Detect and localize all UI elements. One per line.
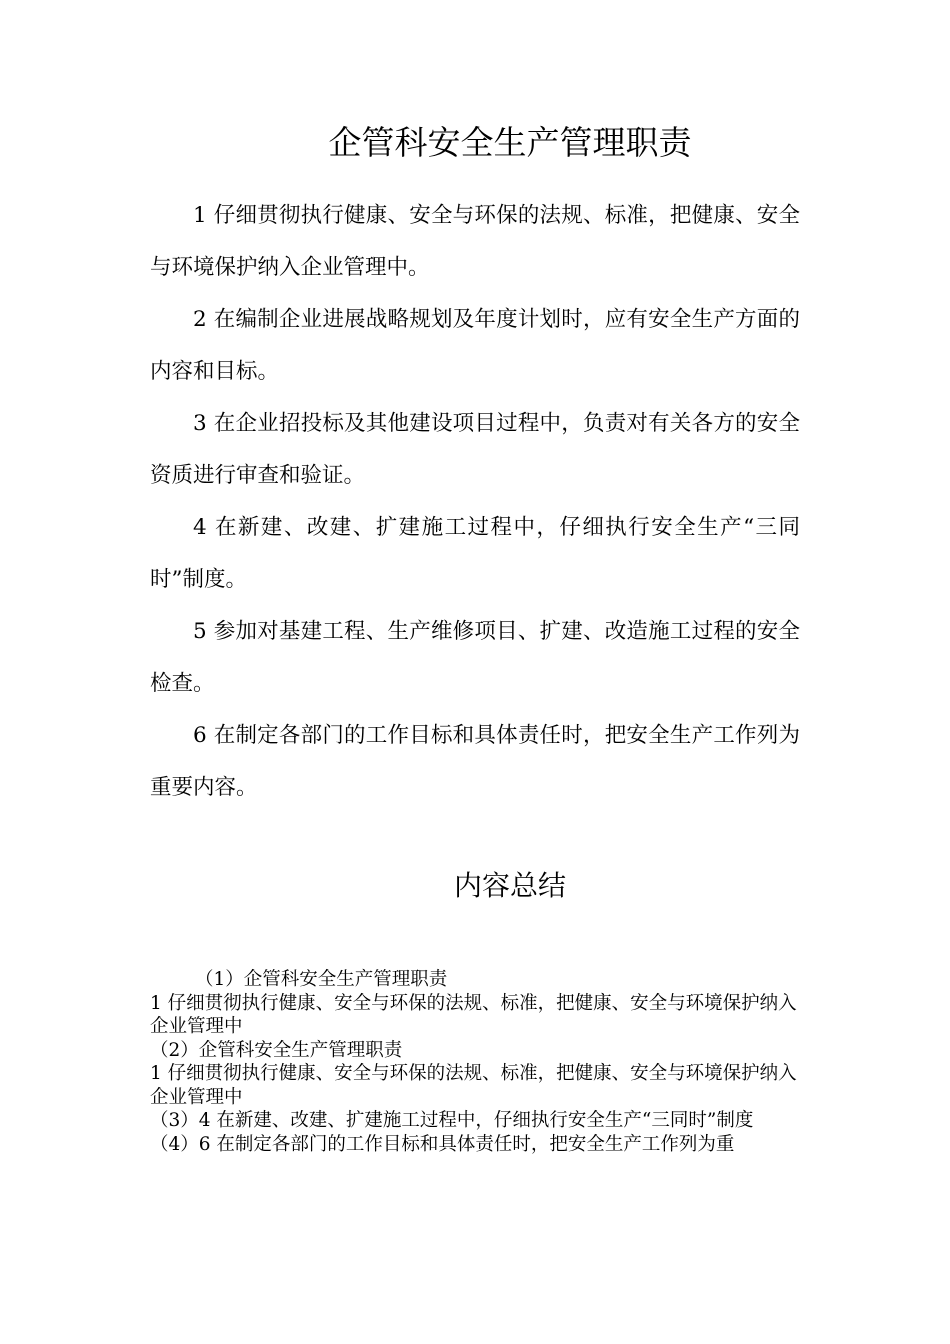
paragraph-1: 1 仔细贯彻执行健康、安全与环保的法规、标准，把健康、安全与环境保护纳入企业管理中。 xyxy=(150,203,800,280)
summary-line-4: 1 仔细贯彻执行健康、安全与环保的法规、标准，把健康、安全与环境保护纳入企业管理中 xyxy=(150,1063,797,1108)
summary-line-6: （4）6 在制定各部门的工作目标和具体责任时，把安全生产工作列为重 xyxy=(150,1133,735,1155)
summary-line-2: 1 仔细贯彻执行健康、安全与环保的法规、标准，把健康、安全与环境保护纳入企业管理中 xyxy=(150,992,797,1037)
paragraph-4: 4 在新建、改建、扩建施工过程中，仔细执行安全生产“三同时”制度。 xyxy=(150,515,800,592)
summary-section xyxy=(150,968,800,1156)
paragraph-6: 6 在制定各部门的工作目标和具体责任时，把安全生产工作列为重要内容。 xyxy=(150,723,800,800)
paragraph-2: 2 在编制企业进展战略规划及年度计划时，应有安全生产方面的内容和目标。 xyxy=(150,307,800,384)
summary-line-1: （1）企管科安全生产管理职责 xyxy=(195,969,448,990)
document-body xyxy=(150,190,800,814)
summary-title: 内容总结 xyxy=(453,869,566,902)
page-title: 企管科安全生产管理职责 xyxy=(328,123,692,162)
paragraph-5: 5 参加对基建工程、生产维修项目、扩建、改造施工过程的安全检查。 xyxy=(150,619,800,696)
summary-line-3: （2）企管科安全生产管理职责 xyxy=(150,1039,403,1061)
paragraph-3: 3 在企业招投标及其他建设项目过程中，负责对有关各方的安全资质进行审查和验证。 xyxy=(150,411,800,488)
summary-line-5: （3）4 在新建、改建、扩建施工过程中，仔细执行安全生产“三同时”制度 xyxy=(150,1110,754,1131)
